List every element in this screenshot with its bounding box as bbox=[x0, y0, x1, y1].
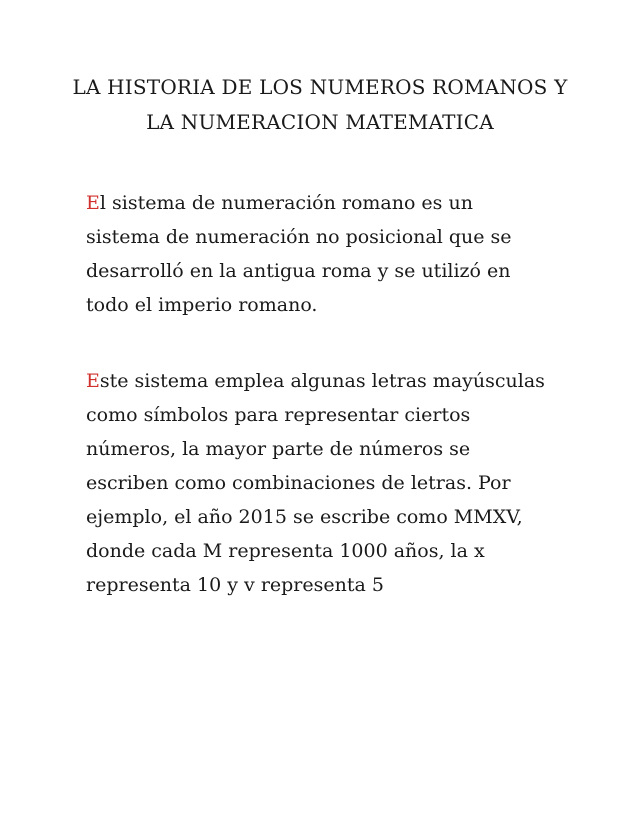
title-line-2: LA NUMERACION MATEMATICA bbox=[146, 110, 494, 134]
paragraph-1-initial: E bbox=[86, 192, 100, 214]
paragraph-1-line-4: todo el imperio romano. bbox=[86, 294, 318, 316]
paragraph-2-line-3: números, la mayor parte de números se bbox=[86, 438, 471, 460]
paragraph-2 bbox=[86, 364, 586, 602]
paragraph-2-line-2: como símbolos para representar ciertos bbox=[86, 404, 471, 426]
document-title bbox=[70, 70, 570, 140]
paragraph-1-first-line-text: l sistema de numeración romano es un bbox=[99, 192, 473, 214]
paragraph-1-line-3: desarrolló en la antigua roma y se utilizó en bbox=[86, 260, 511, 282]
paragraph-2-line-4: escriben como combinaciones de letras. Por bbox=[86, 472, 511, 494]
paragraph-1 bbox=[86, 186, 586, 322]
paragraph-2-line-1 bbox=[86, 364, 586, 398]
paragraph-2-line-6: donde cada M representa 1000 años, la x bbox=[86, 540, 485, 562]
paragraph-2-line-5: ejemplo, el año 2015 se escribe como MMXV, bbox=[86, 506, 523, 528]
title-line-1: LA HISTORIA DE LOS NUMEROS ROMANOS Y bbox=[72, 75, 568, 99]
paragraph-2-first-line-text: ste sistema emplea algunas letras mayúsculas bbox=[99, 370, 545, 392]
paragraph-1-line-1 bbox=[86, 186, 586, 220]
paragraph-1-line-2: sistema de numeración no posicional que se bbox=[86, 226, 512, 248]
paragraph-2-line-7: representa 10 y v representa 5 bbox=[86, 574, 384, 596]
paragraph-2-initial: E bbox=[86, 370, 100, 392]
